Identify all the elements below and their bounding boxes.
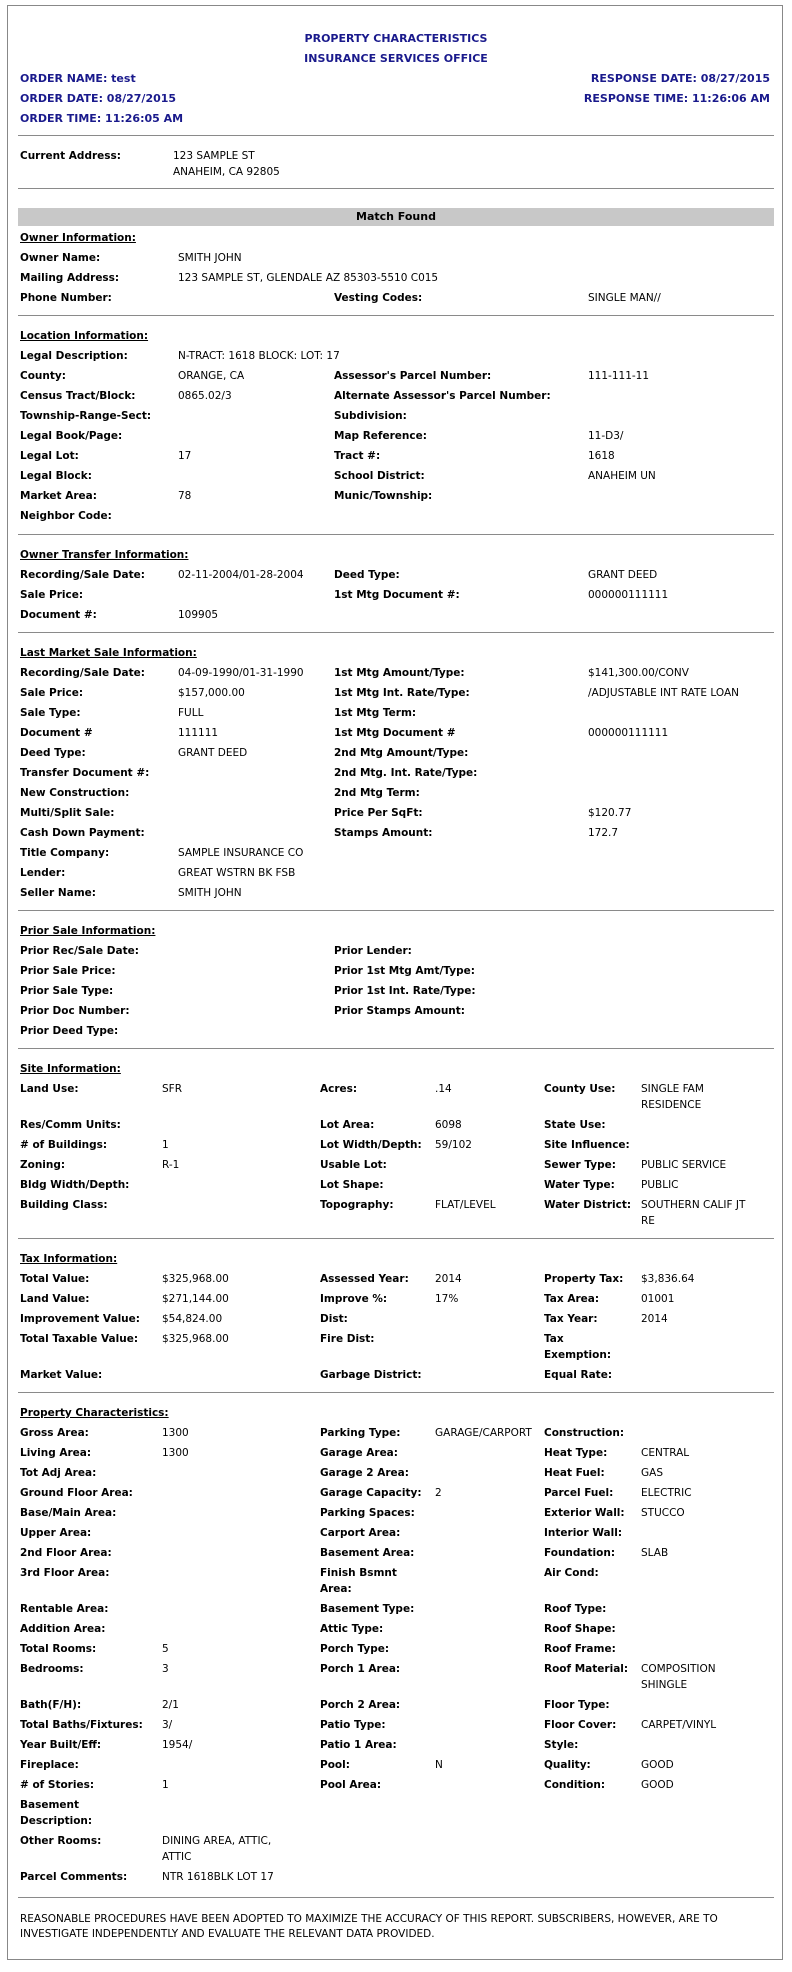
- mailing-address: 123 SAMPLE ST, GLENDALE AZ 85303-5510 C015: [178, 272, 439, 284]
- ls-seller: SMITH JOHN: [178, 887, 242, 899]
- prior-rec-label: Prior Rec/Sale Date:: [20, 945, 139, 957]
- property-tax: $3,836.64: [641, 1273, 695, 1285]
- pool-area-label: Pool Area:: [320, 1779, 382, 1791]
- garbage-district-label: Garbage District:: [320, 1369, 422, 1381]
- mailing-address-label: Mailing Address:: [20, 272, 120, 284]
- ls-deed-type-label: Deed Type:: [20, 747, 86, 759]
- neighbor-code-label: Neighbor Code:: [20, 510, 112, 522]
- basement-description-label-cont: Description:: [20, 1815, 93, 1827]
- report-page: [7, 5, 783, 1960]
- floor-cover-label: Floor Cover:: [544, 1719, 617, 1731]
- ls-int-rate-label: 1st Mtg Int. Rate/Type:: [334, 687, 470, 699]
- county: ORANGE, CA: [178, 370, 245, 382]
- ls-int-rate: /ADJUSTABLE INT RATE LOAN: [588, 687, 739, 699]
- upper-area-label: Upper Area:: [20, 1527, 92, 1539]
- other-rooms-label: Other Rooms:: [20, 1835, 102, 1847]
- legal-description-label: Legal Description:: [20, 350, 128, 362]
- divider: [18, 135, 774, 136]
- order-date: ORDER DATE: 08/27/2015: [20, 92, 177, 105]
- ls-multi-split-label: Multi/Split Sale:: [20, 807, 115, 819]
- gross-area: 1300: [162, 1427, 189, 1439]
- zoning: R-1: [162, 1159, 180, 1171]
- site-influence-label: Site Influence:: [544, 1139, 630, 1151]
- lot-shape-label: Lot Shape:: [320, 1179, 384, 1191]
- water-type-label: Water Type:: [544, 1179, 615, 1191]
- ls-deed-type: GRANT DEED: [178, 747, 248, 759]
- township-label: Township-Range-Sect:: [20, 410, 152, 422]
- heat-type-label: Heat Type:: [544, 1447, 608, 1459]
- porch1-area-label: Porch 1 Area:: [320, 1663, 401, 1675]
- document-number-label: Document #:: [20, 609, 97, 621]
- addition-area-label: Addition Area:: [20, 1623, 106, 1635]
- last-sale-section-title: Last Market Sale Information:: [20, 647, 197, 659]
- roof-frame-label: Roof Frame:: [544, 1643, 616, 1655]
- divider: [18, 1897, 774, 1898]
- porch2-area-label: Porch 2 Area:: [320, 1699, 401, 1711]
- phone-label: Phone Number:: [20, 292, 112, 304]
- order-time: ORDER TIME: 11:26:05 AM: [20, 112, 184, 125]
- ls-price-per-sqft-label: Price Per SqFt:: [334, 807, 423, 819]
- assessed-year-label: Assessed Year:: [320, 1273, 409, 1285]
- land-use: SFR: [162, 1083, 183, 1095]
- map-reference-label: Map Reference:: [334, 430, 427, 442]
- fire-dist-label: Fire Dist:: [320, 1333, 375, 1345]
- basement-area-label: Basement Area:: [320, 1547, 415, 1559]
- sewer-type: PUBLIC SERVICE: [641, 1159, 727, 1171]
- other-rooms-cont: ATTIC: [162, 1851, 192, 1863]
- improvement-value: $54,824.00: [162, 1313, 223, 1325]
- roof-shape-label: Roof Shape:: [544, 1623, 616, 1635]
- tax-section-title: Tax Information:: [20, 1253, 118, 1265]
- attic-type-label: Attic Type:: [320, 1623, 384, 1635]
- floor3-area-label: 3rd Floor Area:: [20, 1567, 110, 1579]
- legal-block-label: Legal Block:: [20, 470, 92, 482]
- owner-name: SMITH JOHN: [178, 252, 242, 264]
- quality: GOOD: [641, 1759, 674, 1771]
- legal-description: N-TRACT: 1618 BLOCK: LOT: 17: [178, 350, 340, 362]
- ls-title-company-label: Title Company:: [20, 847, 110, 859]
- ls-mtg-doc: 000000111111: [588, 727, 669, 739]
- deed-type: GRANT DEED: [588, 569, 658, 581]
- recording-date: 02-11-2004/01-28-2004: [178, 569, 304, 581]
- topography-label: Topography:: [320, 1199, 394, 1211]
- bldg-width-depth-label: Bldg Width/Depth:: [20, 1179, 130, 1191]
- heat-fuel: GAS: [641, 1467, 663, 1479]
- ls-mtg-amount-label: 1st Mtg Amount/Type:: [334, 667, 465, 679]
- bedrooms: 3: [162, 1663, 169, 1675]
- ls-cash-down-label: Cash Down Payment:: [20, 827, 145, 839]
- ls-recording-date: 04-09-1990/01-31-1990: [178, 667, 304, 679]
- owner-section-title: Owner Information:: [20, 232, 136, 244]
- prior-mtg-amt-label: Prior 1st Mtg Amt/Type:: [334, 965, 475, 977]
- garage-area-label: Garage Area:: [320, 1447, 398, 1459]
- report-title: PROPERTY CHARACTERISTICS: [304, 32, 488, 45]
- legal-lot-label: Legal Lot:: [20, 450, 79, 462]
- school-district-label: School District:: [334, 470, 425, 482]
- munic-label: Munic/Township:: [334, 490, 433, 502]
- site-section-title: Site Information:: [20, 1063, 121, 1075]
- topography: FLAT/LEVEL: [435, 1199, 496, 1211]
- roof-material-label: Roof Material:: [544, 1663, 629, 1675]
- ls-transfer-doc-label: Transfer Document #:: [20, 767, 150, 779]
- year-built: 1954/: [162, 1739, 193, 1751]
- roof-material-cont: SHINGLE: [641, 1679, 688, 1691]
- school-district: ANAHEIM UN: [588, 470, 656, 482]
- ls-mtg2-rate-label: 2nd Mtg. Int. Rate/Type:: [334, 767, 478, 779]
- address-line-2: ANAHEIM, CA 92805: [173, 166, 280, 178]
- tax-year: 2014: [641, 1313, 668, 1325]
- tot-adj-area-label: Tot Adj Area:: [20, 1467, 97, 1479]
- ls-mtg2-amount-label: 2nd Mtg Amount/Type:: [334, 747, 469, 759]
- total-taxable: $325,968.00: [162, 1333, 229, 1345]
- style-label: Style:: [544, 1739, 579, 1751]
- state-use-label: State Use:: [544, 1119, 606, 1131]
- ls-stamps-label: Stamps Amount:: [334, 827, 433, 839]
- buildings-label: # of Buildings:: [20, 1139, 108, 1151]
- other-rooms: DINING AREA, ATTIC,: [162, 1835, 272, 1847]
- address-line-1: 123 SAMPLE ST: [173, 150, 255, 162]
- lot-area-label: Lot Area:: [320, 1119, 375, 1131]
- total-taxable-label: Total Taxable Value:: [20, 1333, 139, 1345]
- sale-price-label: Sale Price:: [20, 589, 84, 601]
- ls-new-construction-label: New Construction:: [20, 787, 130, 799]
- ls-title-company: SAMPLE INSURANCE CO: [178, 847, 304, 859]
- pool: N: [435, 1759, 443, 1771]
- floor-cover: CARPET/VINYL: [641, 1719, 717, 1731]
- recording-date-label: Recording/Sale Date:: [20, 569, 145, 581]
- dist-label: Dist:: [320, 1313, 348, 1325]
- res-comm-units-label: Res/Comm Units:: [20, 1119, 121, 1131]
- legal-lot: 17: [178, 450, 192, 462]
- foundation-label: Foundation:: [544, 1547, 616, 1559]
- map-reference: 11-D3/: [588, 430, 624, 442]
- ls-sale-type-label: Sale Type:: [20, 707, 81, 719]
- parking-type-label: Parking Type:: [320, 1427, 401, 1439]
- prior-deed-label: Prior Deed Type:: [20, 1025, 119, 1037]
- porch-type-label: Porch Type:: [320, 1643, 390, 1655]
- ls-mtg2-term-label: 2nd Mtg Term:: [334, 787, 420, 799]
- ls-sale-price: $157,000.00: [178, 687, 245, 699]
- heat-fuel-label: Heat Fuel:: [544, 1467, 605, 1479]
- census: 0865.02/3: [178, 390, 232, 402]
- divider: [18, 1392, 774, 1393]
- baths-fixtures: 3/: [162, 1719, 173, 1731]
- interior-wall-label: Interior Wall:: [544, 1527, 623, 1539]
- roof-type-label: Roof Type:: [544, 1603, 607, 1615]
- water-type: PUBLIC: [641, 1179, 679, 1191]
- living-area-label: Living Area:: [20, 1447, 92, 1459]
- divider: [18, 632, 774, 633]
- lot-width-depth: 59/102: [435, 1139, 472, 1151]
- subdivision-label: Subdivision:: [334, 410, 407, 422]
- zoning-label: Zoning:: [20, 1159, 66, 1171]
- exterior-wall-label: Exterior Wall:: [544, 1507, 625, 1519]
- ls-mtg-doc-label: 1st Mtg Document #: [334, 727, 456, 739]
- divider: [18, 315, 774, 316]
- county-label: County:: [20, 370, 66, 382]
- sewer-type-label: Sewer Type:: [544, 1159, 616, 1171]
- improvement-value-label: Improvement Value:: [20, 1313, 140, 1325]
- tax-area: 01001: [641, 1293, 675, 1305]
- market-value-label: Market Value:: [20, 1369, 103, 1381]
- county-use-label: County Use:: [544, 1083, 616, 1095]
- lot-width-depth-label: Lot Width/Depth:: [320, 1139, 422, 1151]
- acres: .14: [435, 1083, 452, 1095]
- pool-label: Pool:: [320, 1759, 350, 1771]
- fireplace-label: Fireplace:: [20, 1759, 79, 1771]
- ls-mtg-term-label: 1st Mtg Term:: [334, 707, 417, 719]
- market-area: 78: [178, 490, 192, 502]
- disclaimer: REASONABLE PROCEDURES HAVE BEEN ADOPTED TO MAXIMIZE THE ACCURACY OF THIS REPORT. SUBSCRIBERS, HOWEVER, ARE TO INVESTIGATE INDEPENDENTLY AND EVALUATE THE RELEVANT DATA PROVIDED.: [20, 1913, 718, 1940]
- finish-bsmnt-label: Finish Bsmnt: [320, 1567, 397, 1579]
- county-use: SINGLE FAM: [641, 1083, 704, 1095]
- land-use-label: Land Use:: [20, 1083, 79, 1095]
- ls-sale-type: FULL: [178, 707, 204, 719]
- ls-stamps: 172.7: [588, 827, 619, 839]
- divider: [18, 1238, 774, 1239]
- total-rooms-label: Total Rooms:: [20, 1643, 97, 1655]
- tax-exemption-label-cont: Exemption:: [544, 1349, 612, 1361]
- parcel-comments-label: Parcel Comments:: [20, 1871, 128, 1883]
- roof-material: COMPOSITION: [641, 1663, 716, 1675]
- parking-type: GARAGE/CARPORT: [435, 1427, 532, 1439]
- ls-sale-price-label: Sale Price:: [20, 687, 84, 699]
- match-found-banner: Match Found: [18, 208, 774, 226]
- legal-book-label: Legal Book/Page:: [20, 430, 123, 442]
- baths-fixtures-label: Total Baths/Fixtures:: [20, 1719, 143, 1731]
- garage2-area-label: Garage 2 Area:: [320, 1467, 409, 1479]
- rentable-area-label: Rentable Area:: [20, 1603, 109, 1615]
- ls-doc-label: Document #: [20, 727, 93, 739]
- parcel-comments: NTR 1618BLK LOT 17: [162, 1871, 274, 1883]
- apn: 111-111-11: [588, 370, 650, 382]
- equal-rate-label: Equal Rate:: [544, 1369, 613, 1381]
- foundation: SLAB: [641, 1547, 669, 1559]
- ls-lender: GREAT WSTRN BK FSB: [178, 867, 296, 879]
- parcel-fuel: ELECTRIC: [641, 1487, 692, 1499]
- heat-type: CENTRAL: [641, 1447, 690, 1459]
- divider: [18, 188, 774, 189]
- alt-apn-label: Alternate Assessor's Parcel Number:: [334, 390, 551, 402]
- stories: 1: [162, 1779, 169, 1791]
- finish-bsmnt-label-cont: Area:: [320, 1583, 352, 1595]
- chars-section-title: Property Characteristics:: [20, 1407, 169, 1419]
- living-area: 1300: [162, 1447, 189, 1459]
- prior-lender-label: Prior Lender:: [334, 945, 412, 957]
- first-mtg-doc-label: 1st Mtg Document #:: [334, 589, 460, 601]
- tract: 1618: [588, 450, 615, 462]
- condition-label: Condition:: [544, 1779, 606, 1791]
- acres-label: Acres:: [320, 1083, 358, 1095]
- prior-stamps-label: Prior Stamps Amount:: [334, 1005, 465, 1017]
- ls-recording-date-label: Recording/Sale Date:: [20, 667, 145, 679]
- divider: [18, 1048, 774, 1049]
- ls-doc: 111111: [178, 727, 219, 739]
- total-value-label: Total Value:: [20, 1273, 90, 1285]
- ls-lender-label: Lender:: [20, 867, 66, 879]
- ls-mtg-amount: $141,300.00/CONV: [588, 667, 689, 679]
- construction-label: Construction:: [544, 1427, 625, 1439]
- divider: [18, 910, 774, 911]
- prior-doc-label: Prior Doc Number:: [20, 1005, 130, 1017]
- census-label: Census Tract/Block:: [20, 390, 136, 402]
- carport-area-label: Carport Area:: [320, 1527, 401, 1539]
- total-rooms: 5: [162, 1643, 169, 1655]
- parcel-fuel-label: Parcel Fuel:: [544, 1487, 614, 1499]
- report-subtitle: INSURANCE SERVICES OFFICE: [304, 52, 488, 65]
- divider: [18, 534, 774, 535]
- patio-type-label: Patio Type:: [320, 1719, 386, 1731]
- usable-lot-label: Usable Lot:: [320, 1159, 387, 1171]
- stories-label: # of Stories:: [20, 1779, 95, 1791]
- water-district-cont: RE: [641, 1215, 655, 1227]
- land-value-label: Land Value:: [20, 1293, 90, 1305]
- vesting-codes: SINGLE MAN//: [588, 292, 661, 304]
- county-use-cont: RESIDENCE: [641, 1099, 702, 1111]
- buildings: 1: [162, 1139, 169, 1151]
- prior-type-label: Prior Sale Type:: [20, 985, 114, 997]
- parking-spaces-label: Parking Spaces:: [320, 1507, 415, 1519]
- air-cond-label: Air Cond:: [544, 1567, 599, 1579]
- water-district: SOUTHERN CALIF JT: [641, 1199, 746, 1211]
- lot-area: 6098: [435, 1119, 462, 1131]
- garage-capacity: 2: [435, 1487, 442, 1499]
- first-mtg-doc: 000000111111: [588, 589, 669, 601]
- total-value: $325,968.00: [162, 1273, 229, 1285]
- prior-section-title: Prior Sale Information:: [20, 925, 156, 937]
- ls-seller-label: Seller Name:: [20, 887, 96, 899]
- deed-type-label: Deed Type:: [334, 569, 400, 581]
- bedrooms-label: Bedrooms:: [20, 1663, 84, 1675]
- prior-price-label: Prior Sale Price:: [20, 965, 116, 977]
- basement-description-label: Basement: [20, 1799, 80, 1811]
- prior-rate-label: Prior 1st Int. Rate/Type:: [334, 985, 476, 997]
- property-tax-label: Property Tax:: [544, 1273, 624, 1285]
- tax-exemption-label: Tax: [544, 1333, 564, 1345]
- floor-type-label: Floor Type:: [544, 1699, 610, 1711]
- bath: 2/1: [162, 1699, 179, 1711]
- document-number: 109905: [178, 609, 219, 621]
- assessed-year: 2014: [435, 1273, 462, 1285]
- apn-label: Assessor's Parcel Number:: [334, 370, 492, 382]
- order-name: ORDER NAME: test: [20, 72, 136, 85]
- building-class-label: Building Class:: [20, 1199, 108, 1211]
- tax-area-label: Tax Area:: [544, 1293, 600, 1305]
- ls-price-per-sqft: $120.77: [588, 807, 632, 819]
- tract-label: Tract #:: [334, 450, 381, 462]
- response-time: RESPONSE TIME: 11:26:06 AM: [583, 92, 770, 105]
- gross-area-label: Gross Area:: [20, 1427, 89, 1439]
- location-section-title: Location Information:: [20, 330, 149, 342]
- response-date: RESPONSE DATE: 08/27/2015: [590, 72, 770, 85]
- garage-capacity-label: Garage Capacity:: [320, 1487, 422, 1499]
- patio1-area-label: Patio 1 Area:: [320, 1739, 397, 1751]
- bath-label: Bath(F/H):: [20, 1699, 82, 1711]
- transfer-section-title: Owner Transfer Information:: [20, 549, 189, 561]
- tax-year-label: Tax Year:: [544, 1313, 598, 1325]
- land-value: $271,144.00: [162, 1293, 229, 1305]
- floor2-area-label: 2nd Floor Area:: [20, 1547, 112, 1559]
- exterior-wall: STUCCO: [641, 1507, 685, 1519]
- year-built-label: Year Built/Eff:: [20, 1739, 102, 1751]
- current-address-label: Current Address:: [20, 150, 121, 162]
- condition: GOOD: [641, 1779, 674, 1791]
- owner-name-label: Owner Name:: [20, 252, 101, 264]
- improve-pct-label: Improve %:: [320, 1293, 388, 1305]
- water-district-label: Water District:: [544, 1199, 632, 1211]
- ground-floor-label: Ground Floor Area:: [20, 1487, 133, 1499]
- quality-label: Quality:: [544, 1759, 591, 1771]
- basement-type-label: Basement Type:: [320, 1603, 415, 1615]
- vesting-label: Vesting Codes:: [334, 292, 423, 304]
- base-main-area-label: Base/Main Area:: [20, 1507, 117, 1519]
- market-area-label: Market Area:: [20, 490, 97, 502]
- improve-pct: 17%: [435, 1293, 459, 1305]
